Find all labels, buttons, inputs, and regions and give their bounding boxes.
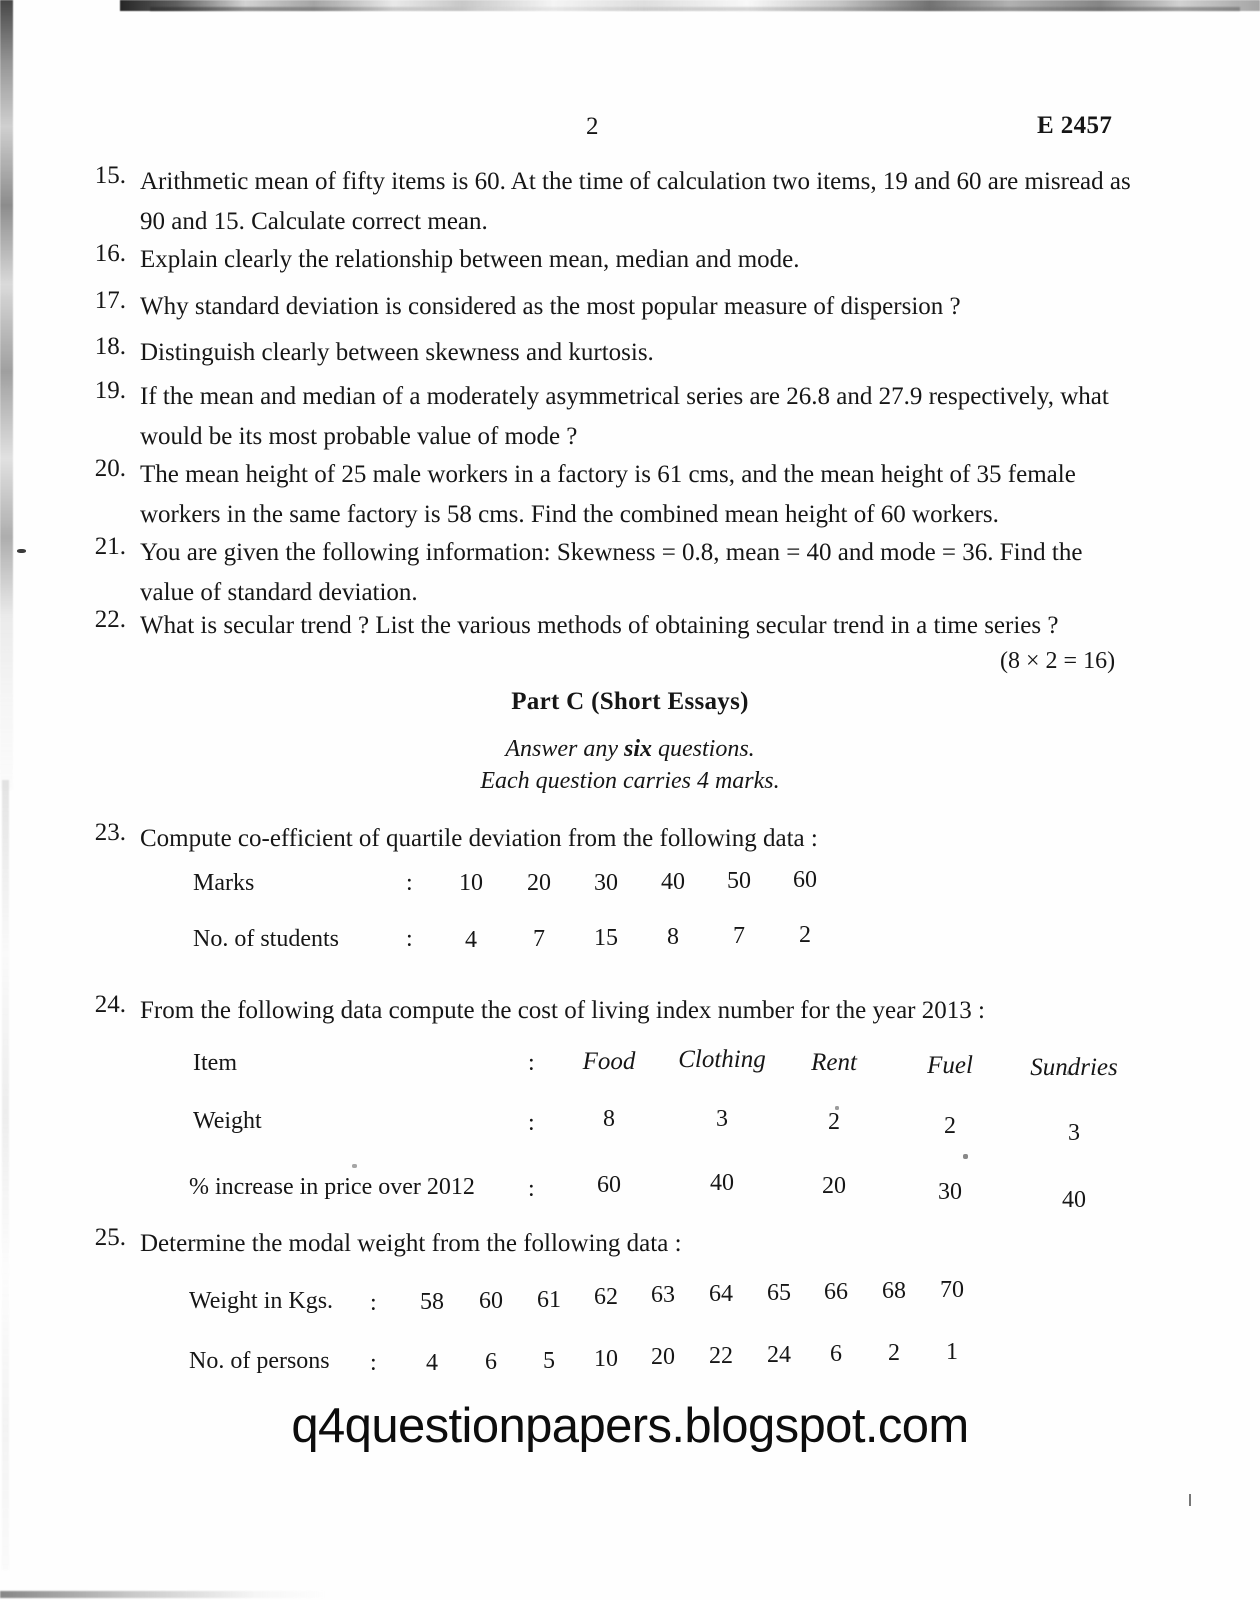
question-number: 24.	[94, 991, 126, 1018]
question-line: value of standard deviation.	[140, 579, 418, 606]
table-header-cell: Fuel	[927, 1052, 973, 1079]
table-cell: 10	[594, 1346, 618, 1372]
table-cell: 60	[479, 1288, 503, 1314]
table-cell: 4	[426, 1350, 438, 1376]
table-cell: 2	[828, 1109, 840, 1135]
table-cell: 5	[543, 1348, 555, 1374]
table-cell: 58	[420, 1289, 444, 1315]
table-cell: 7	[533, 926, 545, 952]
table-cell: 2	[799, 922, 811, 948]
question-23-data-table	[0, 867, 1260, 970]
question-text	[140, 287, 961, 327]
table-cell: 1	[946, 1339, 958, 1365]
question-number: 19.	[94, 377, 126, 404]
table-cell: 4	[465, 927, 477, 953]
row-colon: :	[406, 926, 413, 952]
table-cell: 62	[594, 1284, 618, 1310]
row-label-marks: Marks	[193, 870, 255, 896]
part-c-heading: Part C (Short Essays)	[511, 688, 749, 715]
table-cell: 8	[667, 924, 679, 950]
question-line: Distinguish clearly between skewness and kurtosis.	[140, 339, 654, 366]
table-header-cell: Sundries	[1030, 1054, 1118, 1081]
table-cell: 40	[710, 1170, 734, 1196]
question-number: 16.	[94, 240, 126, 267]
table-cell: 6	[830, 1341, 842, 1367]
table-cell: 70	[940, 1277, 964, 1303]
question-item	[84, 533, 1144, 613]
table-cell: 64	[709, 1281, 733, 1307]
scan-speck	[17, 549, 26, 553]
question-number: 18.	[94, 333, 126, 360]
question-line: would be its most probable value of mode ?	[140, 423, 578, 450]
question-number: 15.	[94, 162, 126, 189]
row-label-no-of-students: No. of students	[193, 926, 339, 952]
question-line: From the following data compute the cost of living index number for the year 2013 :	[140, 997, 985, 1024]
question-number: 21.	[94, 533, 126, 560]
question-item	[84, 240, 1144, 280]
scan-speck	[1189, 1494, 1191, 1506]
question-number: 25.	[94, 1224, 126, 1251]
question-number: 22.	[94, 606, 126, 633]
question-item	[84, 455, 1144, 535]
row-colon: :	[528, 1050, 535, 1076]
table-cell: 60	[793, 867, 817, 893]
table-cell: 2	[944, 1113, 956, 1139]
scan-edge-top-secondary	[150, 7, 1240, 11]
question-number: 20.	[94, 455, 126, 482]
question-number: 17.	[94, 287, 126, 314]
instruction-emphasis: six	[623, 736, 652, 762]
question-text	[140, 991, 985, 1031]
question-line: Compute co-efficient of quartile deviation from the following data :	[140, 825, 818, 852]
row-colon: :	[370, 1350, 377, 1376]
table-cell: 6	[485, 1349, 497, 1375]
question-line: The mean height of 25 male workers in a factory is 61 cms, and the mean height of 35 female	[140, 461, 1076, 488]
table-cell: 50	[727, 868, 751, 894]
question-item	[84, 991, 1164, 1031]
instruction-prefix: Answer any	[505, 736, 624, 762]
paper-code: E 2457	[1037, 112, 1113, 139]
table-cell: 20	[527, 870, 551, 896]
question-text	[140, 819, 818, 859]
marks-allocation-note: (8 × 2 = 16)	[1000, 648, 1116, 674]
table-cell: 65	[767, 1280, 791, 1306]
question-line: If the mean and median of a moderately asymmetrical series are 26.8 and 27.9 respectively, what	[140, 383, 1109, 410]
row-colon: :	[406, 870, 413, 896]
row-label-item: Item	[193, 1050, 237, 1076]
question-line: What is secular trend ? List the various methods of obtaining secular trend in a time series ?	[140, 612, 1059, 639]
table-cell: 3	[716, 1106, 728, 1132]
table-cell: 22	[709, 1343, 733, 1369]
question-text	[140, 333, 654, 373]
question-item	[84, 606, 1144, 646]
question-item	[84, 819, 1144, 859]
table-cell: 3	[1068, 1120, 1080, 1146]
table-cell: 30	[594, 870, 618, 896]
table-cell: 15	[594, 925, 618, 951]
page-number: 2	[586, 113, 599, 140]
table-cell: 40	[661, 869, 685, 895]
row-colon: :	[528, 1110, 535, 1136]
question-24-data-table	[0, 1046, 1260, 1213]
table-header-cell: Clothing	[678, 1046, 766, 1073]
scan-edge-left	[0, 0, 13, 790]
question-text	[140, 240, 800, 280]
question-line: workers in the same factory is 58 cms. Find the combined mean height of 60 workers.	[140, 501, 999, 528]
scan-edge-bottom	[0, 1591, 330, 1598]
table-cell: 61	[537, 1287, 561, 1313]
table-header-cell: Food	[582, 1048, 636, 1075]
instruction-suffix: questions.	[652, 736, 755, 762]
watermark-text: q4questionpapers.blogspot.com	[291, 1399, 969, 1453]
question-text	[140, 606, 1058, 646]
table-cell: 68	[882, 1278, 906, 1304]
question-line: Why standard deviation is considered as the most popular measure of dispersion ?	[140, 293, 961, 320]
row-label-weight-in-kgs: Weight in Kgs.	[189, 1288, 334, 1314]
question-item	[84, 377, 1144, 457]
table-header-cell: Rent	[811, 1049, 857, 1076]
question-text	[140, 377, 1109, 457]
table-cell: 60	[597, 1172, 621, 1198]
part-c-instruction-answer-any	[0, 736, 1260, 763]
question-line: Determine the modal weight from the following data :	[140, 1230, 682, 1257]
row-label-percent-increase: % increase in price over 2012	[189, 1174, 475, 1200]
question-line: Arithmetic mean of fifty items is 60. At the time of calculation two items, 19 and 60 are misread as	[140, 168, 1131, 195]
question-item	[84, 287, 1144, 327]
part-c-instruction-marks: Each question carries 4 marks.	[480, 768, 780, 794]
question-line: 90 and 15. Calculate correct mean.	[140, 208, 488, 235]
table-cell: 40	[1062, 1187, 1086, 1213]
question-item	[84, 162, 1144, 242]
table-cell: 66	[824, 1279, 848, 1305]
question-text	[140, 455, 1076, 535]
question-text	[140, 1224, 682, 1264]
table-cell: 20	[822, 1173, 846, 1199]
table-cell: 30	[938, 1179, 962, 1205]
table-cell: 24	[767, 1342, 791, 1368]
table-cell: 2	[888, 1340, 900, 1366]
row-label-no-of-persons: No. of persons	[189, 1348, 330, 1374]
question-text	[140, 533, 1082, 613]
question-25-data-table	[0, 1277, 1260, 1398]
table-cell: 10	[459, 870, 483, 896]
question-item	[84, 333, 1144, 373]
row-colon: :	[528, 1176, 535, 1202]
table-cell: 7	[733, 923, 745, 949]
question-text	[140, 162, 1131, 242]
table-cell: 20	[651, 1344, 675, 1370]
question-line: Explain clearly the relationship between mean, median and mode.	[140, 246, 800, 273]
table-cell: 8	[603, 1106, 615, 1132]
question-number: 23.	[94, 819, 126, 846]
row-colon: :	[370, 1290, 377, 1316]
question-item	[84, 1224, 1144, 1264]
table-cell: 63	[651, 1282, 675, 1308]
question-line: You are given the following information: Skewness = 0.8, mean = 40 and mode = 36. Find the	[140, 539, 1083, 566]
row-label-weight: Weight	[193, 1108, 262, 1134]
